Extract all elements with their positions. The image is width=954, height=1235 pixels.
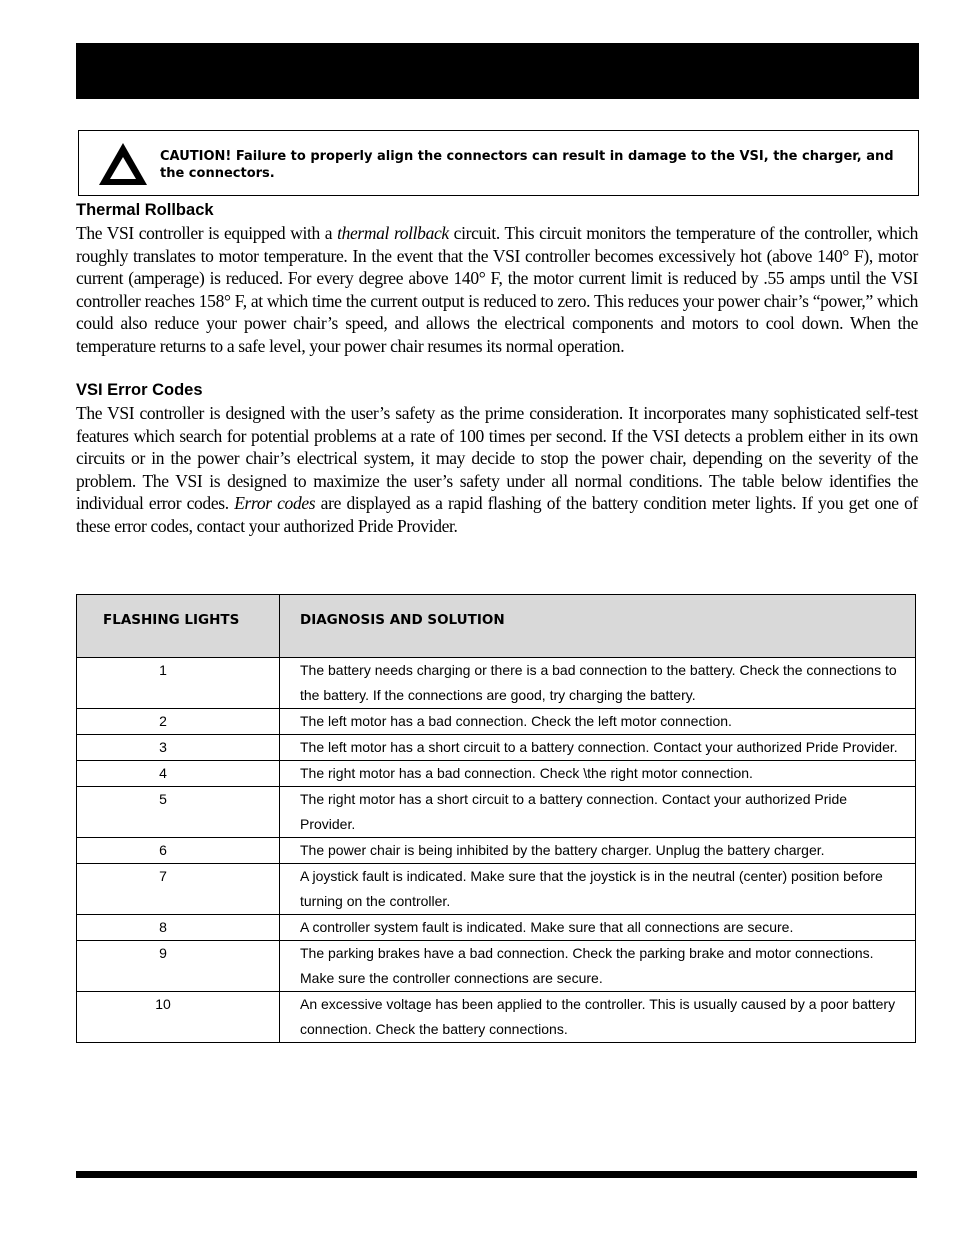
thermal-rollback-title: Thermal Rollback	[76, 201, 214, 219]
flashing-lights-cell: 8	[77, 915, 280, 941]
warning-triangle-icon	[97, 141, 149, 187]
flashing-lights-cell: 4	[77, 761, 280, 787]
flashing-lights-cell: 2	[77, 709, 280, 735]
table-row	[77, 838, 916, 864]
diagnosis-cell: The right motor has a short circuit to a battery connection. Contact your authorized Pride Provider.	[280, 787, 916, 838]
vsi-error-codes-title: VSI Error Codes	[76, 381, 203, 399]
table-row	[77, 761, 916, 787]
table-row	[77, 787, 916, 838]
flashing-lights-cell: 1	[77, 658, 280, 709]
caution-box	[78, 130, 919, 196]
table-row	[77, 864, 916, 915]
diagnosis-cell: The right motor has a bad connection. Check \the right motor connection.	[280, 761, 916, 787]
header-diagnosis: DIAGNOSIS AND SOLUTION	[280, 595, 916, 658]
table-row	[77, 735, 916, 761]
vsi-error-codes-paragraph: The VSI controller is designed with the user’s safety as the prime consideration. It incorporates many sophisticated self-test features which search for potential problems at a rate of 100 times per second. If the VSI detects a problem either in its own circuits or in the power chair’s electrical system, it may decide to stop the power chair, depending on the severity of the problem. The VSI is designed to maximize the user’s safety under all normal conditions. The table below identifies the individual error codes. Error codes are displayed as a rapid flashing of the battery condition meter lights. If you get one of these error codes, contact your authorized Pride Provider.	[76, 403, 919, 536]
caution-text: CAUTION! Failure to properly align the connectors can result in damage to the VSI, the charger, and the connectors.	[160, 149, 894, 181]
diagnosis-cell: The left motor has a short circuit to a battery connection. Contact your authorized Pride Provider.	[280, 735, 916, 761]
thermal-rollback-paragraph: The VSI controller is equipped with a thermal rollback circuit. This circuit monitors the temperature of the controller, which roughly translates to motor temperature. In the event that the VSI controller becomes excessively hot (above 140° F), motor current (amperage) is reduced. For every degree above 140° F, the motor current limit is reduced by .55 amps until the VSI controller reaches 158° F, at which time the current output is reduced to zero. This reduces your power chair’s “power,” which could also reduce your power chair’s speed, and allows the electrical components and motors to cool down. When the temperature returns to a safe level, your power chair resumes its normal operation.	[76, 223, 918, 356]
footer-bar	[76, 1171, 917, 1178]
flashing-lights-cell: 7	[77, 864, 280, 915]
diagnosis-cell: A joystick fault is indicated. Make sure that the joystick is in the neutral (center) position before turning on the controller.	[280, 864, 916, 915]
flashing-lights-cell: 6	[77, 838, 280, 864]
diagnosis-cell: The power chair is being inhibited by the battery charger. Unplug the battery charger.	[280, 838, 916, 864]
table-row	[77, 709, 916, 735]
table-row	[77, 941, 916, 992]
header-bar	[76, 43, 919, 99]
table-row	[77, 992, 916, 1043]
diagnosis-cell: A controller system fault is indicated. Make sure that all connections are secure.	[280, 915, 916, 941]
header-flashing-lights: FLASHING LIGHTS	[77, 595, 280, 658]
table-header-row	[77, 595, 916, 658]
diagnosis-cell: The battery needs charging or there is a bad connection to the battery. Check the connections to the battery. If the connections are good, try charging the battery.	[280, 658, 916, 709]
table-row	[77, 915, 916, 941]
error-codes-table	[76, 594, 916, 1043]
flashing-lights-cell: 5	[77, 787, 280, 838]
diagnosis-cell: The parking brakes have a bad connection. Check the parking brake and motor connections. Make sure the controller connections are secure.	[280, 941, 916, 992]
flashing-lights-cell: 9	[77, 941, 280, 992]
flashing-lights-cell: 3	[77, 735, 280, 761]
flashing-lights-cell: 10	[77, 992, 280, 1043]
table-body	[77, 658, 916, 1043]
table-row	[77, 658, 916, 709]
diagnosis-cell: An excessive voltage has been applied to the controller. This is usually caused by a poor battery connection. Check the battery connections.	[280, 992, 916, 1043]
diagnosis-cell: The left motor has a bad connection. Check the left motor connection.	[280, 709, 916, 735]
